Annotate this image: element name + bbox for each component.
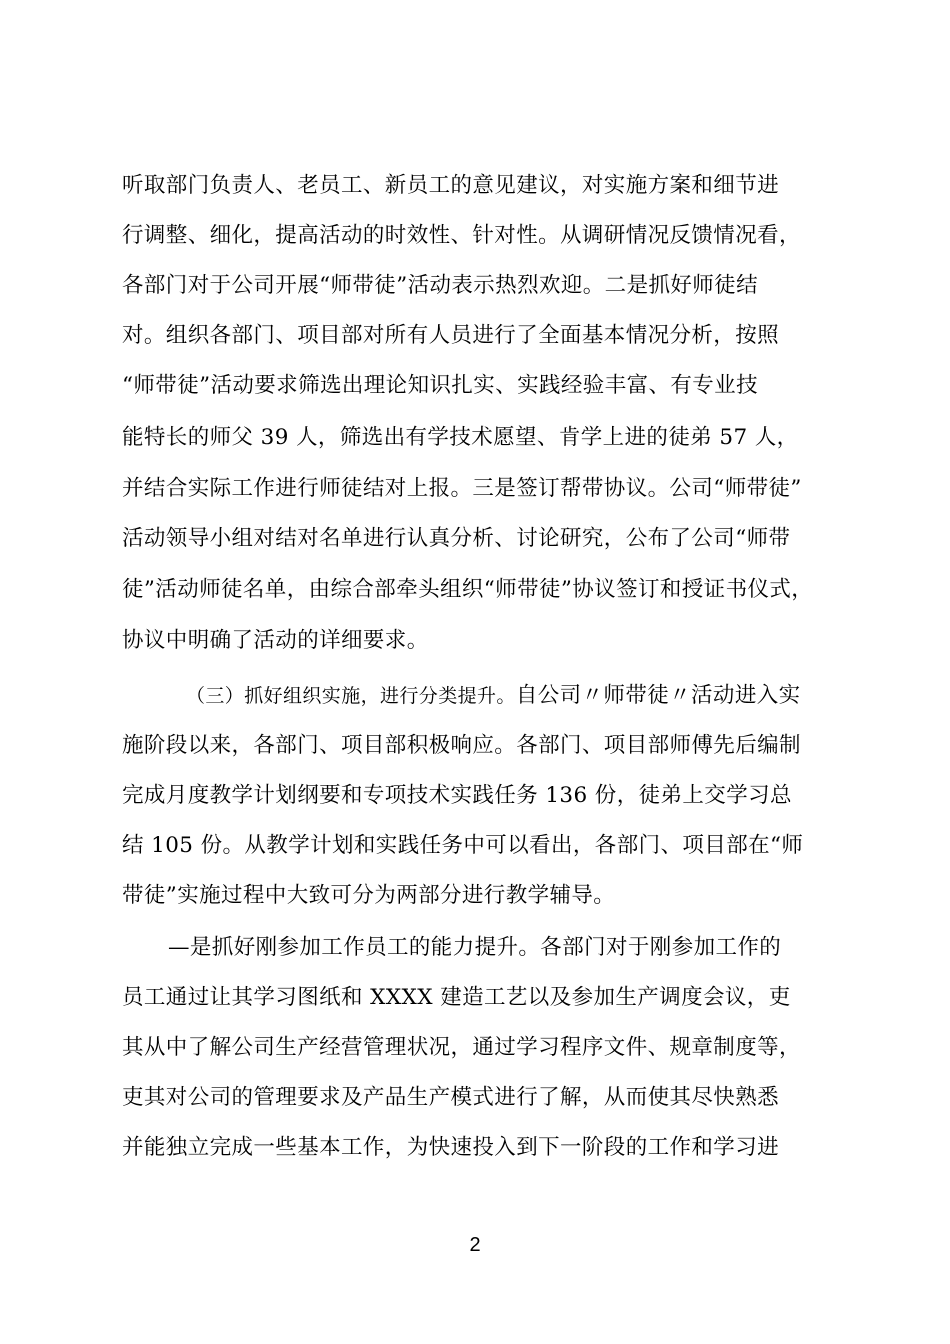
text-line-rest: 自公司〃师带徒〃活动进入实 [515, 683, 801, 708]
text-line: —是抓好刚参加工作员工的能力提升。各部门对于刚参加工作的 [168, 935, 782, 960]
text-line: 并能独立完成一些基本工作，为快速投入到下一阶段的工作和学习进 [122, 1135, 780, 1160]
text-line: 对。组织各部门、项目部对所有人员进行了全面基本情况分析，按照 [122, 323, 780, 348]
section-heading-line [186, 682, 801, 710]
page-number: 2 [469, 1234, 481, 1256]
text-line: 活动领导小组对结对名单进行认真分析、讨论研究，公布了公司“师带 [122, 526, 791, 551]
text-line: 协议中明确了活动的详细要求。 [122, 628, 429, 653]
text-line: 结 105 份。从教学计划和实践任务中可以看出，各部门、项目部在“师 [122, 833, 804, 858]
text-line: 各部门对于公司开展“师带徒”活动表示热烈欢迎。二是抓好师徒结 [122, 273, 758, 298]
text-line: 其从中了解公司生产经营管理状况，通过学习程序文件、规章制度等， [122, 1035, 801, 1060]
section-heading: （三）抓好组织实施，进行分类提升。 [186, 685, 516, 707]
text-line: 吏其对公司的管理要求及产品生产模式进行了解，从而使其尽快熟悉 [122, 1085, 780, 1110]
text-line: 员工通过让其学习图纸和 XXXX 建造工艺以及参加生产调度会议，吏 [122, 985, 791, 1010]
text-line: 并结合实际工作进行师徒结对上报。三是签订帮带协议。公司“师带徒” [122, 476, 802, 501]
text-line: 完成月度教学计划纲要和专项技术实践任务 136 份，徒弟上交学习总 [122, 783, 792, 808]
text-line: 施阶段以来，各部门、项目部积极响应。各部门、项目部师傅先后编制 [122, 733, 801, 758]
text-line: “师带徒”活动要求筛选出理论知识扎实、实践经验丰富、有专业技 [122, 373, 758, 398]
text-line: 带徒”实施过程中大致可分为两部分进行教学辅导。 [122, 883, 616, 908]
text-line: 听取部门负责人、老员工、新员工的意见建议，对实施方案和细节进 [122, 173, 780, 198]
text-line: 徒”活动师徒名单，由综合部牵头组织“师带徒”协议签订和授证书仪式， [122, 577, 814, 602]
text-line: 能特长的师父 39 人，筛选出有学技术愿望、肯学上进的徒弟 57 人， [122, 425, 799, 450]
text-line: 行调整、细化，提高活动的时效性、针对性。从调研情况反馈情况看， [122, 223, 801, 248]
